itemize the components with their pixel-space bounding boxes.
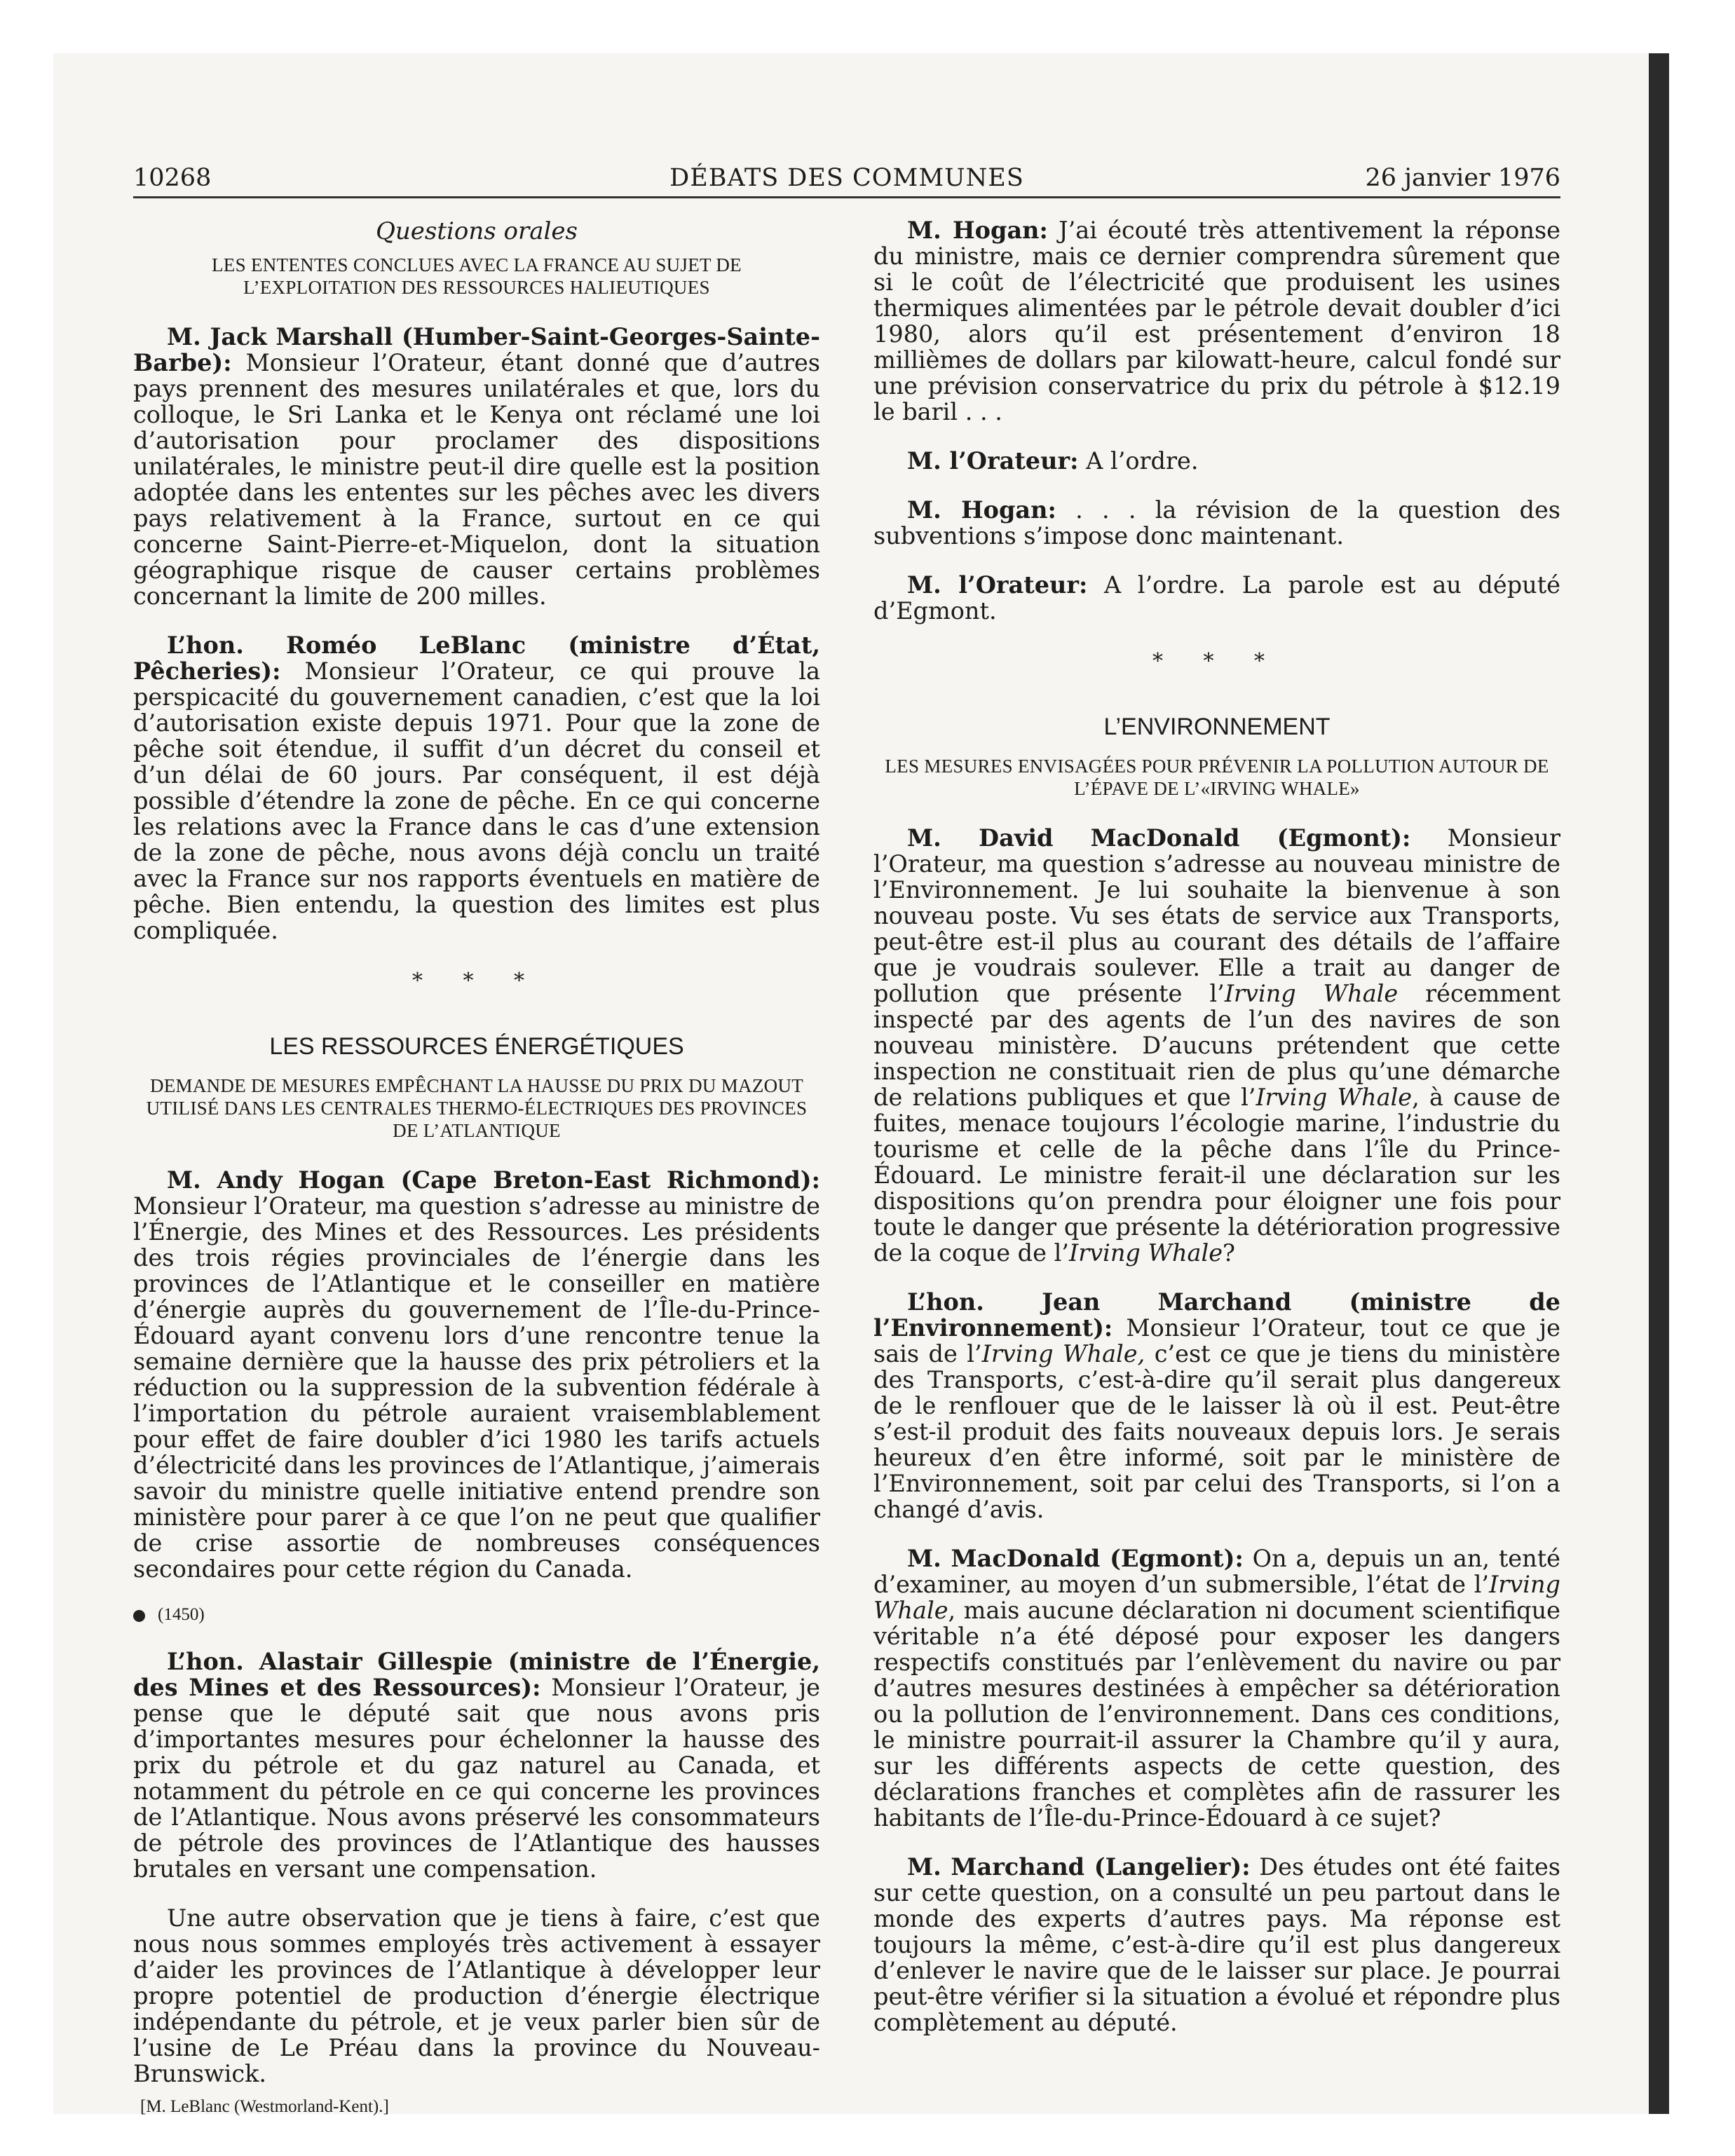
speech: Monsieur l’Orateur, ce qui prouve la perspicacité du gouvernement canadien, c’est que la loi d’autorisation existe depuis 1971. Pour que la zone de pêche soit étendue, il suffit d’un décret du conseil et d’un délai de 60 jours. Par conséquent, il est déjà possible d’étendre la zone de pêche. En ce qui concerne les relations avec la France dans le cas d’une extension de la zone de pêche, nous avons déjà conclu un traité avec la France sur nos rapports éventuels en matière de pêche. Bien entendu, la question des limites est plus compliquée. — [133, 657, 820, 944]
paragraph — [873, 1289, 1560, 1522]
speaker: M. Hogan: — [907, 217, 1048, 244]
speaker: M. David MacDonald (Egmont): — [907, 824, 1411, 852]
speech: , mais aucune déclaration ni document scientifique véritable n’a été déposé pour exposer les dangers respectifs constitués par l’enlèvement du navire ou par d’autres mesures destinées à empêcher sa détérioration ou la pollution de l’environnement. Dans ces conditions, le ministre pourrait-il assurer la Chambre qu’il y aura, sur les différents aspects de cette question, des déclarations franches et complètes afin de rassurer les habitants de l’Île-du-Prince-Édouard à ce sujet? — [873, 1597, 1560, 1831]
publication-title: DÉBATS DES COMMUNES — [669, 164, 1024, 192]
subsection-heading: LES MESURES ENVISAGÉES POUR PRÉVENIR LA POLLUTION AUTOUR DE L’ÉPAVE DE L’«IRVING WHALE» — [885, 756, 1549, 799]
speaker: M. Hogan: — [907, 496, 1056, 524]
speaker: L’hon. Roméo LeBlanc (ministre d’État, Pêcheries): — [133, 632, 820, 685]
paragraph — [133, 632, 820, 943]
subsection-heading: DEMANDE DE MESURES EMPÊCHANT LA HAUSSE DU PRIX DU MAZOUT UTILISÉ DANS LES CENTRALES THERMO-ÉLECTRIQUES DES PROVINCES DE L’ATLANTIQUE — [146, 1075, 808, 1141]
speech: Monsieur l’Orateur, étant donné que d’autres pays prennent des mesures unilatérales et que, lors du colloque, le Sri Lanka et le Kenya ont réclamé une loi d’autorisation pour proclamer des dispositions unilatérales, le ministre peut-il dire quelle est la position adoptée dans les ententes sur les pêches avec les divers pays relativement à la France, surtout en ce qui concerne Saint-Pierre-et-Miquelon, dont la situation géographique risque de causer certains problèmes concernant la limite de 200 milles. — [133, 349, 820, 610]
paragraph — [133, 324, 820, 609]
paragraph — [873, 1546, 1560, 1831]
speaker: M. l’Orateur: — [907, 571, 1088, 599]
section-title: LES RESSOURCES ÉNERGÉTIQUES — [269, 1033, 684, 1060]
speech: On a, depuis un an, tenté d’examiner, au moyen d’un submersible, l’état de l’ — [873, 1545, 1560, 1598]
timestamp-text: (1450) — [158, 1605, 205, 1624]
ship-name: Irving Whale — [1256, 1084, 1413, 1111]
speech: Monsieur l’Orateur, ma question s’adresse au nouveau ministre de l’Environnement. Je lui souhaite la bienvenue à son nouveau poste. Vu ses états de service aux Transports, peut-être est-il plus au courant des détails de l’affaire que je voudrais soulever. Elle a trait au danger de pollution que présente l’ — [873, 824, 1561, 1007]
speech: A l’ordre. La parole est au député d’Egmont. — [873, 571, 1561, 625]
page-header — [133, 163, 1560, 198]
section-separator: * * * — [411, 969, 542, 993]
speaker: L’hon. Jean Marchand (ministre de l’Environnement): — [873, 1288, 1560, 1342]
speech: ? — [1223, 1239, 1236, 1267]
paragraph — [873, 448, 1560, 474]
speaker: M. l’Orateur: — [907, 447, 1079, 475]
speaker: M. Marchand (Langelier): — [907, 1853, 1251, 1881]
paragraph — [873, 825, 1560, 1266]
rubric: Questions orales — [376, 217, 578, 245]
page-number: 10268 — [133, 164, 212, 192]
bullet-icon — [133, 1610, 145, 1622]
speech: J’ai écouté très attentivement la réponse du ministre, mais ce dernier comprendra sûrement que si le coût de l’électricité que produisent les usines thermiques alimentées par le pétrole devait doubler d’ici 1980, alors qu’il est présentement d’environ 18 millièmes de dollars par kilowatt-heure, calcul fondé sur une prévision conservatrice du prix du pétrole à $12.19 le baril . . . — [873, 217, 1560, 425]
paragraph — [873, 572, 1560, 624]
section-title: L’ENVIRONNEMENT — [1103, 714, 1331, 740]
ship-name: Irving Whale — [1068, 1239, 1223, 1267]
ship-name: Irving Whale, — [981, 1340, 1145, 1367]
left-column — [133, 217, 820, 2116]
speaker-note: [M. LeBlanc (Westmorland-Kent).] — [140, 2097, 389, 2116]
speech: Monsieur l’Orateur, tout ce que je sais de l’ — [873, 1314, 1560, 1367]
paragraph — [133, 1905, 820, 2087]
speech: Monsieur l’Orateur, ma question s’adresse au ministre de l’Énergie, des Mines et des Ressources. Les présidents des trois régies provinciales de l’énergie dans les provinces de l’Atlantique et le conseiller en matière d’énergie auprès du gouvernement de l’Île-du-Prince-Édouard ayant convenu lors d’une rencontre tenue la semaine dernière que la hausse des prix pétroliers et la réduction ou la suppression de la subvention fédérale à l’importation du pétrole auraient vraisemblablement pour effet de faire doubler d’ici 1980 les tarifs actuels d’électricité dans les provinces de l’Atlantique, j’aimerais savoir du ministre quelle initiative entend prendre son ministère pour parer à ce que l’on ne peut que qualifier de crise assortie de nombreuses conséquences secondaires pour cette région du Canada. — [133, 1192, 820, 1583]
speaker: M. MacDonald (Egmont): — [907, 1545, 1244, 1572]
paragraph — [873, 1854, 1560, 2035]
speech: Des études ont été faites sur cette question, on a consulté un peu partout dans le monde des experts d’autres pays. Ma réponse est toujours la même, c’est-à-dire qu’il est plus dangereux d’enlever le navire que de le laisser sur place. Je pourrai peut-être vérifier si la situation a évolué et répondre plus complètement au député. — [873, 1853, 1560, 2036]
speech: . . . la révision de la question des subventions s’impose donc maintenant. — [873, 496, 1561, 550]
subsection-heading: LES ENTENTES CONCLUES AVEC LA FRANCE AU SUJET DE L’EXPLOITATION DES RESSOURCES HALIEUTIQUES — [212, 254, 742, 298]
speaker: M. Andy Hogan (Cape Breton-East Richmond): — [167, 1166, 820, 1194]
speech: récemment inspecté par des agents de l’un des navires de son nouveau ministère. D’aucuns prétendent que cette inspection ne constituait rien de plus qu’une démarche de relations publiques et que l’ — [873, 980, 1560, 1111]
paragraph — [873, 217, 1560, 425]
speaker: M. Jack Marshall (Humber-Saint-Georges-Sainte-Barbe): — [133, 323, 820, 376]
ship-name: Irving Whale — [1224, 980, 1399, 1007]
ship-name: Irving Whale — [873, 1571, 1560, 1624]
speech: Une autre observation que je tiens à faire, c’est que nous nous sommes employés très activement à essayer d’aider les provinces de l’Atlantique à développer leur propre potentiel de production d’énergie électrique indépendante du pétrole, et je veux parler bien sûr de l’usine de Le Préau dans la province du Nouveau-Brunswick. — [133, 1904, 820, 2087]
speech: c’est ce que je tiens du ministère des Transports, c’est-à-dire qu’il serait plus dangereux de le renflouer que de le laisser là où il est. Peut-être s’est-il produit des faits nouveaux depuis lors. Je serais heureux d’en être informé, soit par le ministère de l’Environnement, soit par celui des Transports, si l’on a changé d’avis. — [873, 1340, 1561, 1523]
speaker: L’hon. Alastair Gillespie (ministre de l’Énergie, des Mines et des Ressources): — [133, 1648, 820, 1701]
page-date: 26 janvier 1976 — [1365, 164, 1560, 192]
section-separator: * * * — [1152, 649, 1282, 674]
scan-edge — [1649, 53, 1669, 2114]
speech: , à cause de fuites, menace toujours l’écologie marine, l’industrie du tourisme et celle de la pêche dans l’île du Prince-Édouard. Le ministre ferait-il une déclaration sur les dispositions qu’on prendra pour éloigner une fois pour toute le danger que présente la détérioration progressive de la coque de l’ — [873, 1084, 1560, 1267]
speech: A l’ordre. — [1086, 447, 1199, 475]
speech: Monsieur l’Orateur, je pense que le député sait que nous avons pris d’importantes mesures pour échelonner la hausse des prix du pétrole et du gaz naturel au Canada, et notamment du pétrole en ce qui concerne les provinces de l’Atlantique. Nous avons préservé les consommateurs de pétrole des provinces de l’Atlantique des hausses brutales en versant une compensation. — [133, 1674, 820, 1883]
paragraph — [133, 1649, 820, 1882]
paragraph — [133, 1167, 820, 1582]
paragraph — [873, 497, 1560, 549]
right-column — [873, 217, 1560, 2082]
timestamp — [133, 1605, 820, 1625]
